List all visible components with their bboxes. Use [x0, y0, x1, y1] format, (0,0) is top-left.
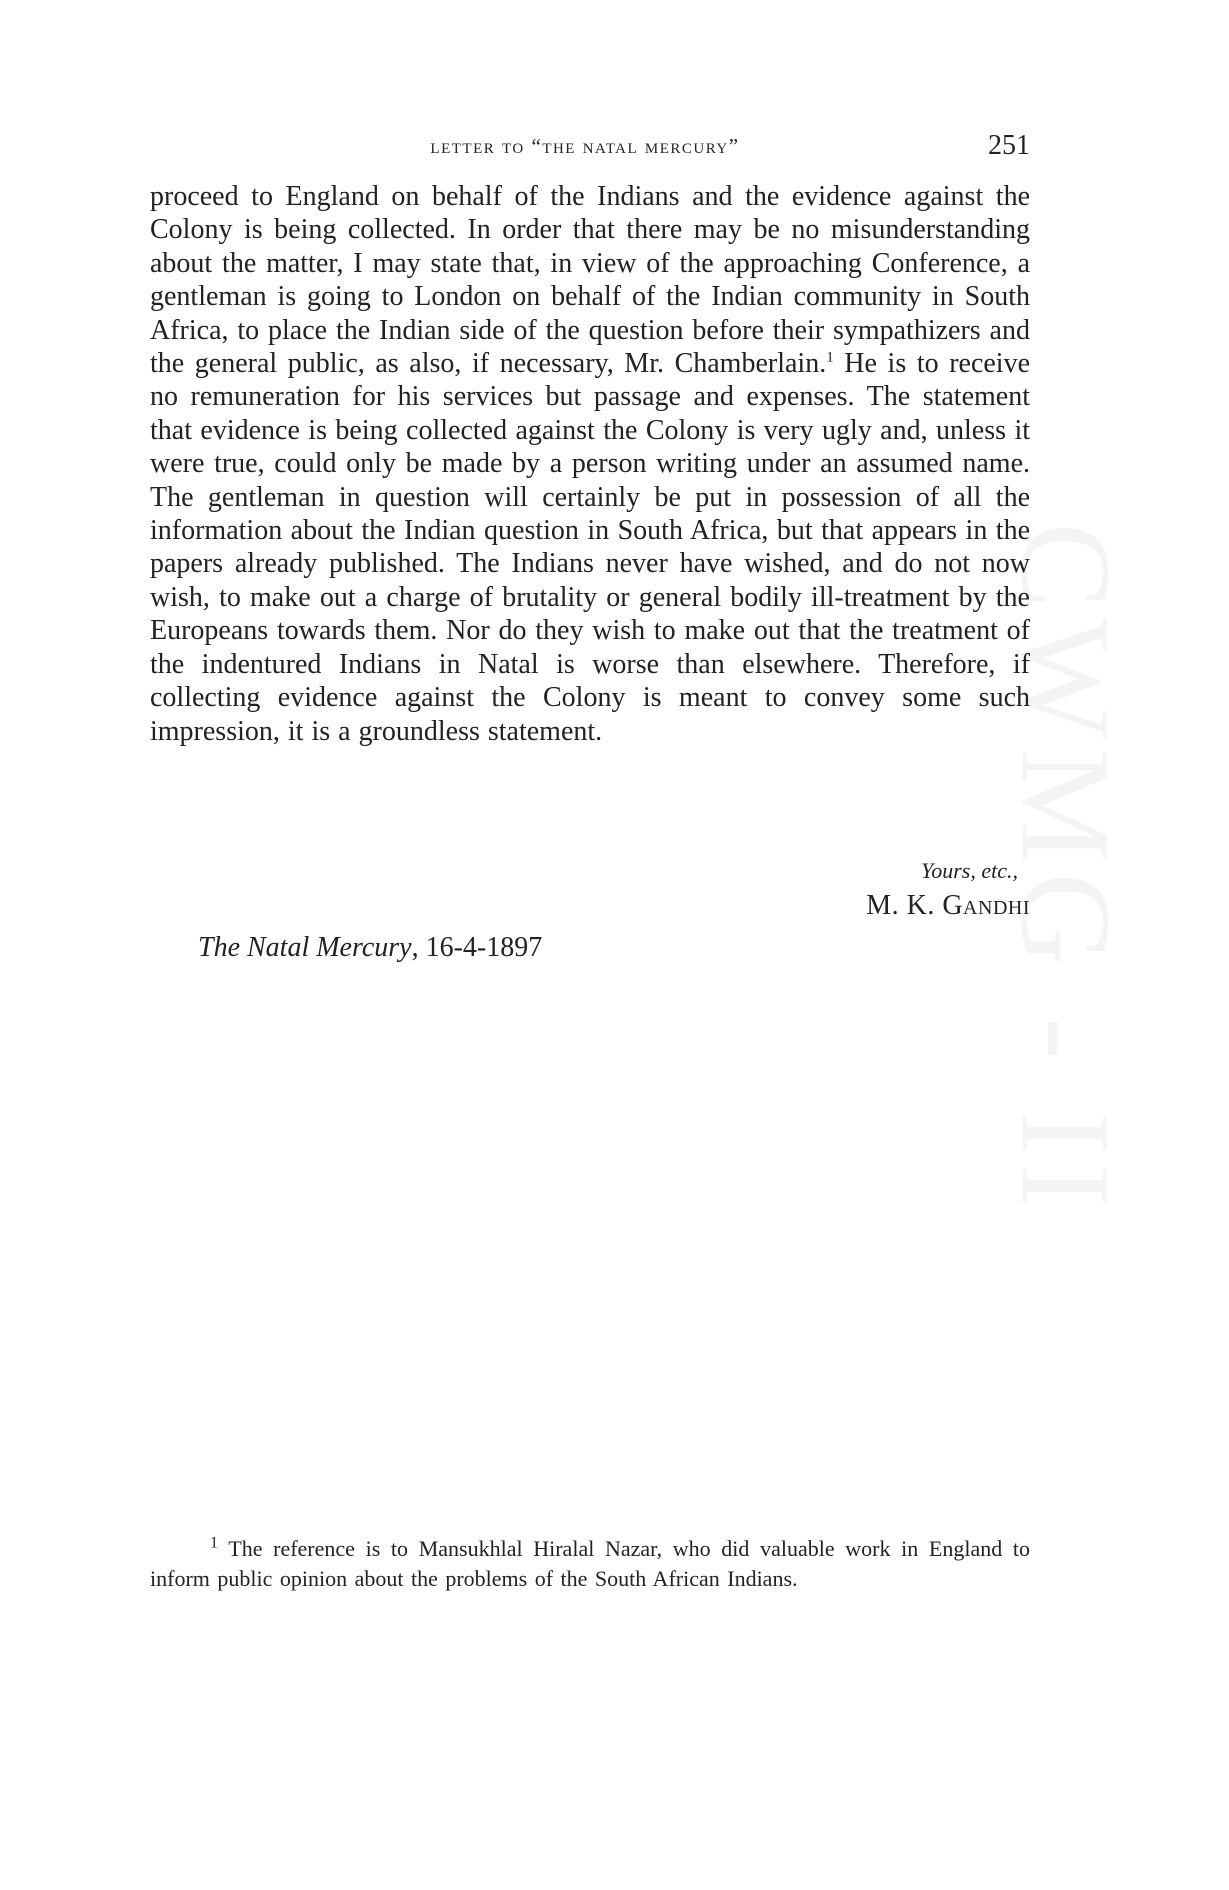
footnote-reference: 1 [826, 349, 834, 366]
letter-closing [866, 858, 1030, 922]
running-head-title: letter to “the natal mercury” [430, 134, 740, 158]
source-date: , 16-4-1897 [411, 932, 543, 963]
source-publication: The Natal Mercury [198, 932, 412, 963]
running-head [150, 130, 1030, 166]
footnote-text: The reference is to Mansukhlal Hiralal Nazar, who did valuable work in England to inform public opinion about the problems of the South African Indians. [150, 1536, 1030, 1591]
letter-body-text-part-2: He is to receive no remuneration for his services but passage and expenses. The statement that evidence is being collected against the Colony is very ugly and, unless it were true, could only be made by a person writing under an assumed name. The gentleman in question will certainly be put in possession of all the information about the Indian question in South Africa, but that appears in the papers already published. The Indians never have wished, and do not now wish, to make out a charge of brutality or general bodily ill-treatment by the Europeans towards them. Nor do they wish to make out that the treatment of the indentured Indians in Natal is worse than elsewhere. Therefore, if collecting evidence against the Colony is meant to convey some such impression, it is a groundless statement. [150, 348, 1031, 747]
watermark: CWMG - II [994, 522, 1137, 1218]
signature: M. K. Gandhi [866, 890, 1030, 921]
letter-body-text-part-1: proceed to England on behalf of the Indians and the evidence against the Colony is being collected. In order that there may be no misunderstanding about the matter, I may state that, in view of the approaching Conference, a gentleman is going to London on behalf of the Indian community in South Africa, to place the Indian side of the question before their sympathizers and the general public, as also, if necessary, Mr. Chamberlain. [150, 181, 1030, 380]
source-citation [198, 932, 542, 964]
letter-body [150, 180, 1030, 748]
valediction: Yours, etc., [921, 858, 1018, 883]
footnote-marker: 1 [210, 1534, 218, 1552]
footnote [150, 1534, 1030, 1594]
page-number: 251 [988, 130, 1030, 161]
